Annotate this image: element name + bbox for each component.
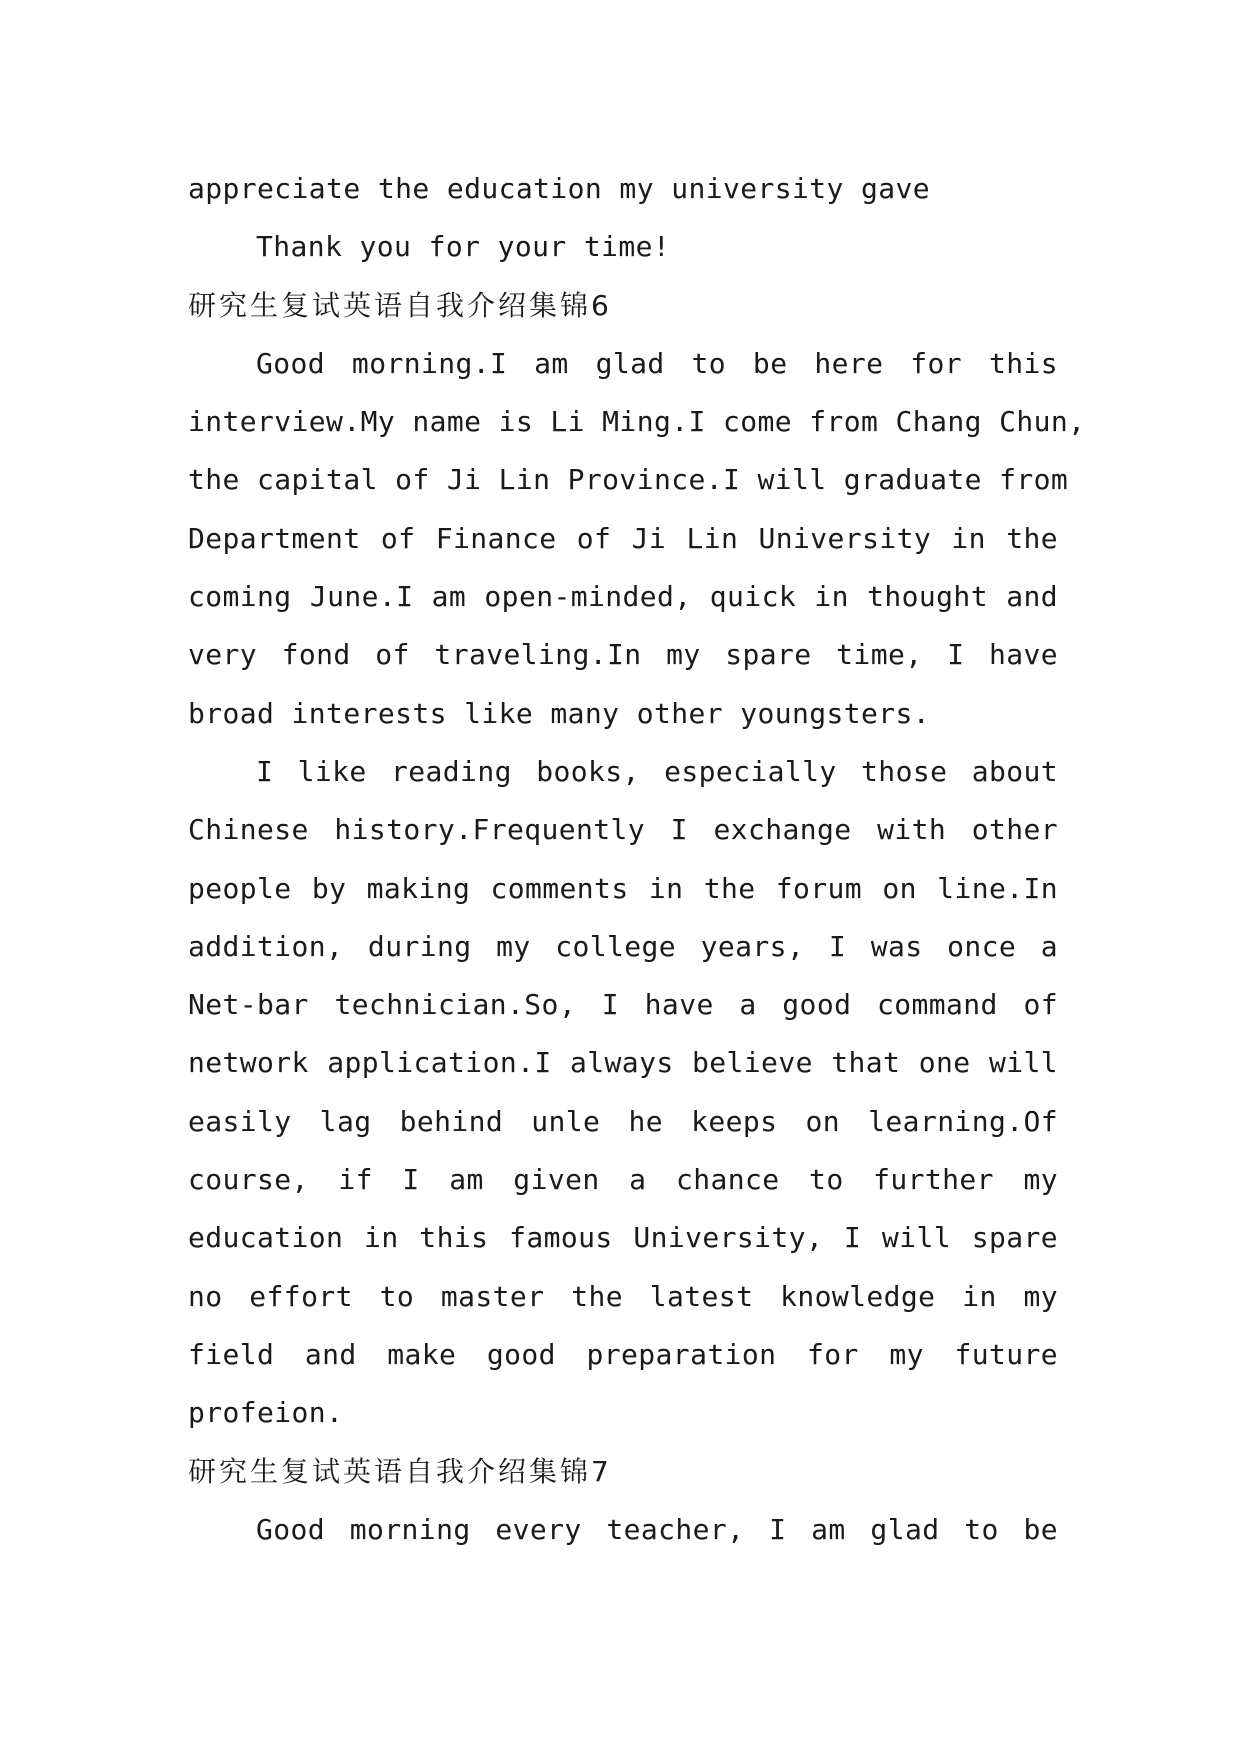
text-line: education in this famous University, I will spare	[188, 1221, 1058, 1255]
text-line: interview.My name is Li Ming.I come from Chang Chun,	[188, 405, 1086, 439]
text-line: coming June.I am open-minded, quick in thought and	[188, 580, 1058, 614]
text-line: Department of Finance of Ji Lin University in the	[188, 521, 1058, 555]
text-line: appreciate the education my university gave	[188, 172, 931, 205]
section-heading: 研究生复试英语自我介绍集锦6	[188, 288, 612, 322]
text-line: profeion.	[188, 1396, 344, 1430]
text-line: the capital of Ji Lin Province.I will graduate from	[188, 463, 1069, 497]
text-line: I like reading books, especially those about	[256, 754, 1058, 788]
text-line: people by making comments in the forum on line.In	[188, 871, 1058, 905]
document-page	[188, 160, 1086, 1559]
text-line: field and make good preparation for my future	[188, 1337, 1058, 1371]
section-heading: 研究生复试英语自我介绍集锦7	[188, 1454, 612, 1488]
text-line: Thank you for your time!	[256, 230, 671, 264]
text-line: very fond of traveling.In my spare time, I have	[188, 638, 1058, 672]
text-line: network application.I always believe that one will	[188, 1046, 1058, 1080]
text-line: Good morning every teacher, I am glad to be	[256, 1512, 1058, 1546]
text-line: Net-bar technician.So, I have a good command of	[188, 988, 1058, 1022]
text-line: broad interests like many other youngsters.	[188, 696, 931, 730]
text-line: addition, during my college years, I was once a	[188, 929, 1058, 963]
text-line: Chinese history.Frequently I exchange with other	[188, 813, 1058, 847]
text-line: Good morning.I am glad to be here for this	[256, 346, 1058, 380]
text-line: course, if I am given a chance to further my	[188, 1163, 1058, 1197]
text-line: easily lag behind unle he keeps on learning.Of	[188, 1104, 1058, 1138]
text-line: no effort to master the latest knowledge in my	[188, 1279, 1058, 1313]
